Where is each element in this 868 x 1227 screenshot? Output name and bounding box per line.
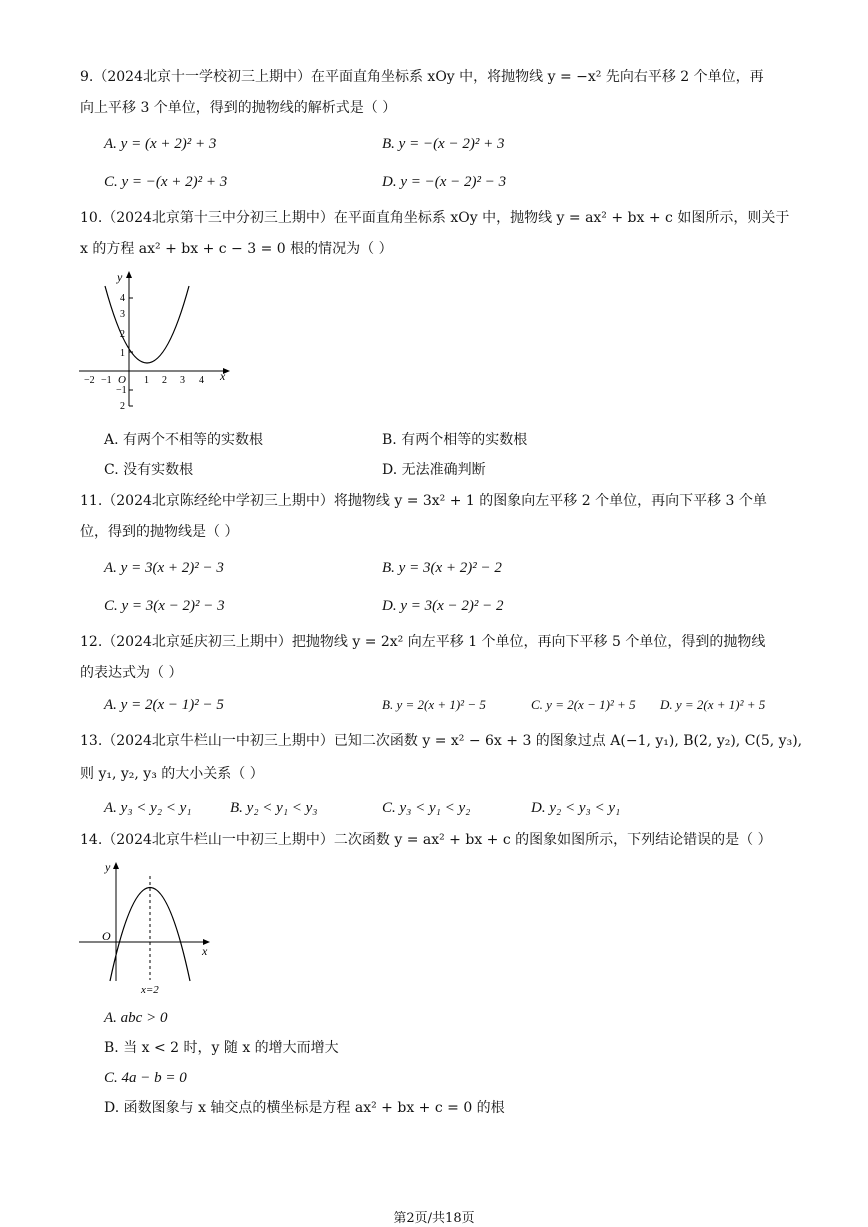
q13-stem-line1: 13.（2024北京牛栏山一中初三上期中）已知二次函数 y = x² − 6x + 3 的图象过点 A(−1, y₁), B(2, y₂), C(5, y₃),	[80, 733, 803, 749]
page-footer: 第2页/共18页	[393, 1211, 475, 1226]
q10-option-c: C. 没有实数根	[104, 462, 194, 478]
q10-x-tick: 1	[144, 375, 149, 386]
q10-x-label: x	[220, 369, 226, 383]
q9-stem-line1: 9.（2024北京十一学校初三上期中）在平面直角坐标系 xOy 中，将抛物线 y = −x² 先向右平移 2 个单位，再	[80, 69, 764, 85]
q10-x-tick: 4	[199, 375, 204, 386]
q10-x-tick: −2	[84, 375, 95, 386]
q10-y-tick: 2	[120, 401, 125, 412]
q14-y-label: y	[105, 860, 111, 874]
q10-y-label: y	[117, 270, 123, 284]
q10-y-tick: 2	[120, 329, 125, 340]
q12-option-a: A. y = 2(x − 1)² − 5	[104, 697, 224, 713]
q13-option-b: B. y₂ < y₁ < y₃	[230, 800, 318, 816]
q12-option-b: B. y = 2(x + 1)² − 5	[382, 697, 486, 712]
q11-option-b: B. y = 3(x + 2)² − 2	[382, 560, 502, 576]
q11-option-a: A. y = 3(x + 2)² − 3	[104, 560, 224, 576]
q13-option-a: A. y₃ < y₂ < y₁	[104, 800, 192, 816]
q11-option-c: C. y = 3(x − 2)² − 3	[104, 598, 225, 614]
q10-x-tick: −1	[101, 375, 112, 386]
q13-option-d: D. y₂ < y₃ < y₁	[531, 800, 621, 816]
q9-option-b: B. y = −(x − 2)² + 3	[382, 136, 505, 152]
q14-stem-line1: 14.（2024北京牛栏山一中初三上期中）二次函数 y = ax² + bx + c 的图象如图所示，下列结论错误的是（ ）	[80, 832, 772, 848]
q12-stem-line2: 的表达式为（ ）	[80, 665, 183, 681]
q11-stem-line2: 位，得到的抛物线是（ ）	[80, 524, 239, 540]
q10-x-tick: 3	[180, 375, 185, 386]
q13-option-c: C. y₃ < y₁ < y₂	[382, 800, 471, 816]
q14-option-b: B. 当 x < 2 时，y 随 x 的增大而增大	[104, 1040, 339, 1056]
q14-symmetry-label: x=2	[141, 984, 159, 996]
q9-option-c: C. y = −(x + 2)² + 3	[104, 174, 228, 190]
q12-stem-line1: 12.（2024北京延庆初三上期中）把抛物线 y = 2x² 向左平移 1 个单位，再向下平移 5 个单位，得到的抛物线	[80, 634, 766, 650]
q10-x-tick: 2	[162, 375, 167, 386]
q13-stem-line2: 则 y₁, y₂, y₃ 的大小关系（ ）	[80, 766, 264, 782]
q10-option-a: A. 有两个不相等的实数根	[104, 432, 264, 448]
q10-y-tick: 4	[120, 293, 125, 304]
q14-y-arrow	[113, 862, 119, 869]
q10-stem-line2: x 的方程 ax² + bx + c − 3 = 0 根的情况为（ ）	[80, 241, 393, 257]
q10-y-tick: 1	[120, 348, 125, 359]
q10-y-tick: 3	[120, 309, 125, 320]
q10-option-d: D. 无法准确判断	[382, 462, 486, 478]
q10-y-arrow	[126, 271, 132, 278]
q14-x-label: x	[202, 944, 208, 958]
q14-origin-label: O	[102, 929, 111, 943]
q10-y-tick: −1	[116, 385, 127, 396]
q9-option-a: A. y = (x + 2)² + 3	[104, 136, 217, 152]
q14-option-a: A. abc > 0	[104, 1010, 168, 1026]
q14-option-d: D. 函数图象与 x 轴交点的横坐标是方程 ax² + bx + c = 0 的根	[104, 1100, 505, 1116]
q12-option-c: C. y = 2(x − 1)² + 5	[531, 697, 636, 712]
q11-option-d: D. y = 3(x − 2)² − 2	[382, 598, 504, 614]
q12-option-d: D. y = 2(x + 1)² + 5	[660, 697, 766, 712]
q10-parabola-curve	[105, 286, 189, 363]
q9-stem-line2: 向上平移 3 个单位，得到的抛物线的解析式是（ ）	[80, 100, 397, 116]
q11-stem-line1: 11.（2024北京陈经纶中学初三上期中）将抛物线 y = 3x² + 1 的图象向左平移 2 个单位，再向下平移 3 个单	[80, 493, 767, 509]
q10-option-b: B. 有两个相等的实数根	[382, 432, 528, 448]
q10-origin-label: O	[118, 374, 126, 386]
q14-parabola-graph	[74, 856, 219, 1000]
q14-option-c: C. 4a − b = 0	[104, 1070, 187, 1086]
q9-option-d: D. y = −(x − 2)² − 3	[382, 174, 507, 190]
q10-stem-line1: 10.（2024北京第十三中分初三上期中）在平面直角坐标系 xOy 中，抛物线 y = ax² + bx + c 如图所示，则关于	[80, 210, 790, 226]
q10-parabola-graph	[74, 266, 236, 416]
